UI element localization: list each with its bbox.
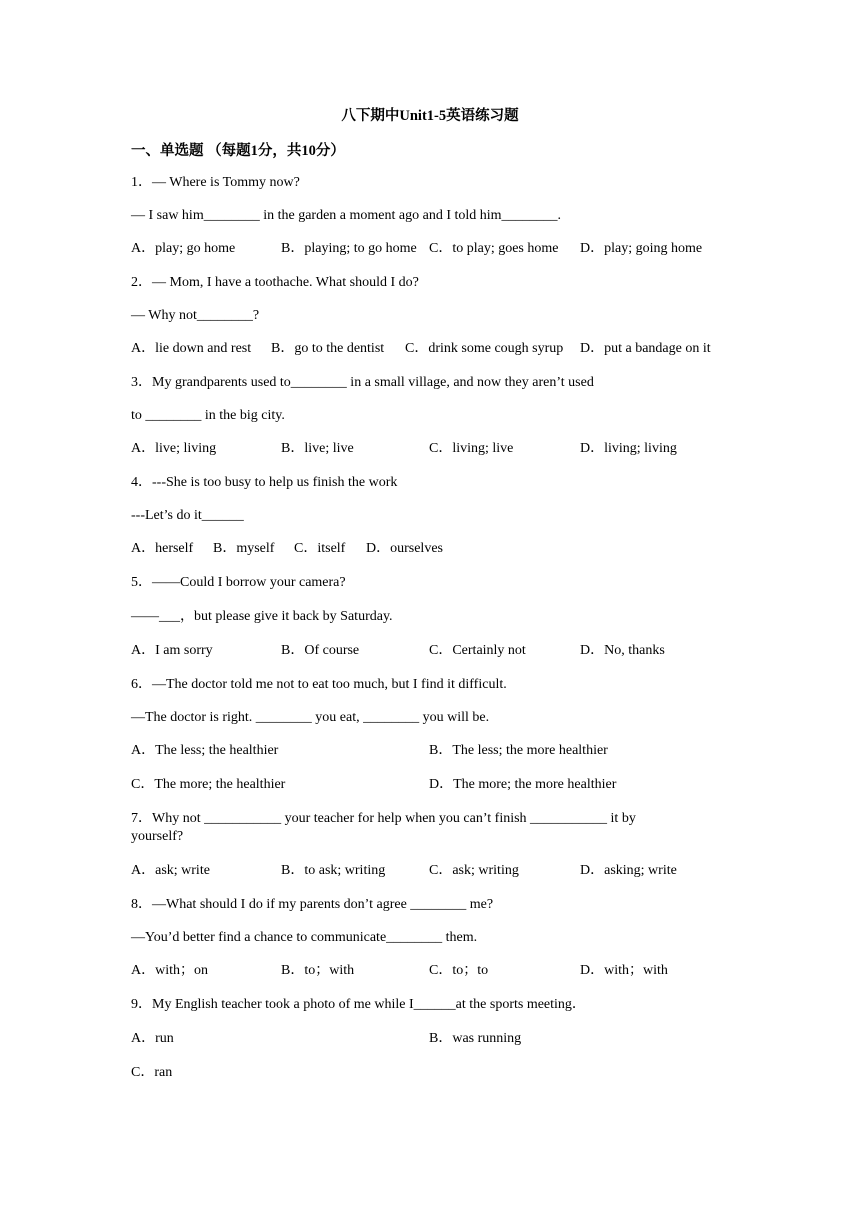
q6-option-d: D．The more; the more healthier — [429, 777, 617, 792]
q8-option-c: C．to；to — [429, 963, 489, 978]
q4-line2: ---Let’s do it______ — [131, 508, 244, 523]
q3-line2: to ________ in the big city. — [131, 408, 285, 423]
q5-line2: ——___，but please give it back by Saturday. — [131, 609, 393, 624]
q9-option-b: B．was running — [429, 1031, 522, 1046]
q1-stem: 1．— Where is Tommy now? — [131, 175, 300, 190]
q2-stem: 2．— Mom, I have a toothache. What should I do? — [131, 275, 419, 290]
q9-option-a: A．run — [131, 1031, 174, 1046]
q2-option-c: C．drink some cough syrup — [405, 341, 564, 356]
q2-line2: — Why not________? — [131, 308, 260, 323]
section-heading: 一、单选题 （每题1分，共10分） — [131, 143, 345, 159]
q7-option-d: D．asking; write — [580, 863, 677, 878]
q5-option-c: C．Certainly not — [429, 643, 526, 658]
q6-option-c: C．The more; the healthier — [131, 777, 286, 792]
q7-option-a: A．ask; write — [131, 863, 210, 878]
page-title: 八下期中Unit1-5英语练习题 — [341, 108, 519, 124]
q5-option-b: B．Of course — [281, 643, 360, 658]
q9-option-c: C．ran — [131, 1065, 173, 1080]
q3-option-b: B．live; live — [281, 441, 354, 456]
q6-option-b: B．The less; the more healthier — [429, 743, 608, 758]
q1-option-b: B．playing; to go home — [281, 241, 417, 256]
q4-option-b: B．myself — [213, 541, 275, 556]
q1-option-c: C．to play; goes home — [429, 241, 559, 256]
q9-stem: 9．My English teacher took a photo of me while I______at the sports meeting． — [131, 997, 586, 1012]
q5-stem: 5．——Could I borrow your camera? — [131, 575, 346, 590]
q7-stem: 7．Why not ___________ your teacher for help when you can’t finish ___________ it by yourself? — [131, 811, 636, 844]
q6-line2: —The doctor is right. ________ you eat, ________ you will be. — [131, 710, 490, 725]
q2-option-b: B．go to the dentist — [271, 341, 385, 356]
q3-option-d: D．living; living — [580, 441, 677, 456]
q6-option-a: A．The less; the healthier — [131, 743, 279, 758]
q1-option-a: A．play; go home — [131, 241, 236, 256]
q7-option-c: C．ask; writing — [429, 863, 519, 878]
q4-stem: 4．---She is too busy to help us finish the work — [131, 475, 398, 490]
q2-option-d: D．put a bandage on it — [580, 341, 711, 356]
q2-option-a: A．lie down and rest — [131, 341, 252, 356]
q3-stem: 3．My grandparents used to________ in a small village, and now they aren’t used — [131, 375, 594, 390]
q5-option-d: D．No, thanks — [580, 643, 665, 658]
q5-option-a: A．I am sorry — [131, 643, 213, 658]
q4-option-c: C．itself — [294, 541, 346, 556]
q3-option-a: A．live; living — [131, 441, 217, 456]
q7-option-b: B．to ask; writing — [281, 863, 386, 878]
q3-option-c: C．living; live — [429, 441, 514, 456]
q4-option-d: D．ourselves — [366, 541, 443, 556]
q6-stem: 6．—The doctor told me not to eat too much, but I find it difficult. — [131, 677, 507, 692]
q8-line2: —You’d better find a chance to communicate________ them. — [131, 930, 478, 945]
q4-option-a: A．herself — [131, 541, 194, 556]
q1-option-d: D．play; going home — [580, 241, 703, 256]
q8-option-b: B．to；with — [281, 963, 355, 978]
q8-option-a: A．with；on — [131, 963, 208, 978]
q8-stem: 8．—What should I do if my parents don’t agree ________ me? — [131, 897, 494, 912]
q1-line2: — I saw him________ in the garden a moment ago and I told him________. — [131, 208, 562, 223]
q8-option-d: D．with；with — [580, 963, 668, 978]
